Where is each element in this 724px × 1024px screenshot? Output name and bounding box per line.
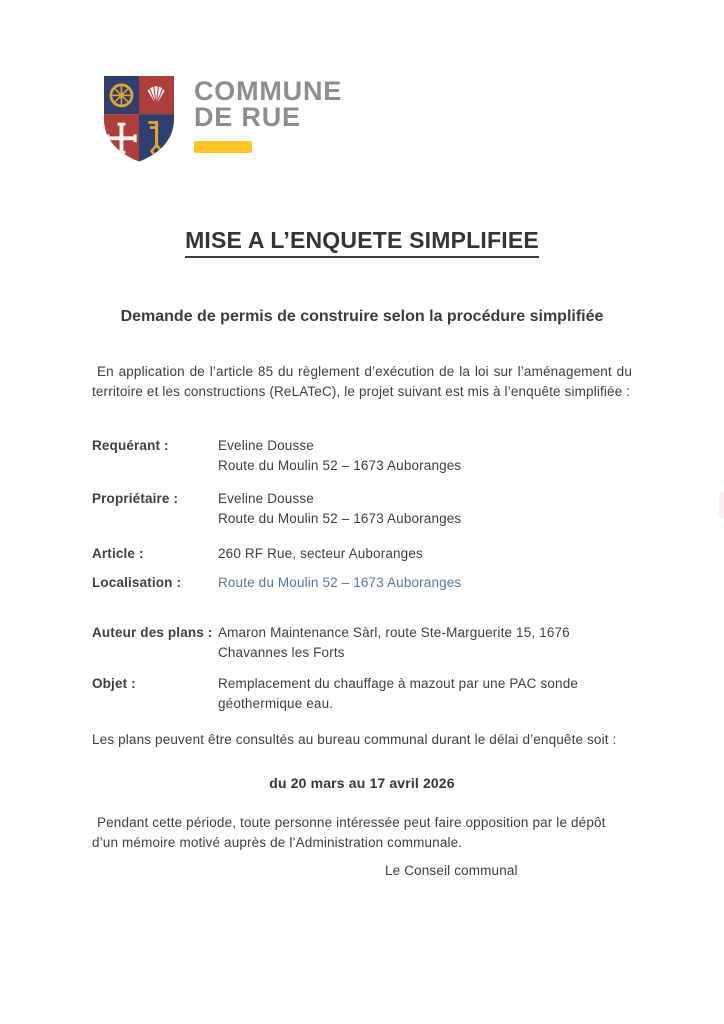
field-row-objet — [92, 674, 632, 714]
subtitle: Demande de permis de construire selon la procédure simplifiée — [120, 308, 604, 325]
field-value — [218, 623, 632, 663]
opposition-text: Pendant cette période, toute personne intéressée peut faire opposition par le dépôt d’un mémoire motivé auprès de l’Administration communale. — [92, 815, 606, 850]
field-value-line: géothermique eau. — [218, 696, 334, 711]
field-value — [218, 436, 632, 476]
enquiry-period: du 20 mars au 17 avril 2026 — [269, 775, 455, 791]
localisation-link-text: Route du Moulin 52 – 1673 Auboranges — [218, 575, 462, 590]
field-value-line: Route du Moulin 52 – 1673 Auboranges — [218, 511, 462, 526]
field-value — [218, 544, 632, 564]
field-value-line: Chavannes les Forts — [218, 645, 345, 660]
field-label: Requérant : — [92, 438, 169, 453]
field-label: Auteur des plans : — [92, 625, 213, 640]
field-value-line: Route du Moulin 52 – 1673 Auboranges — [218, 458, 462, 473]
signature: Le Conseil communal — [385, 863, 518, 878]
field-value-line: Remplacement du chauffage à mazout par une PAC sonde — [218, 676, 579, 691]
field-label: Propriétaire : — [92, 491, 179, 506]
field-value-line: Eveline Dousse — [218, 438, 314, 453]
field-value — [218, 573, 632, 593]
field-row-article — [92, 544, 632, 564]
org-name-line1: COMMUNE — [194, 76, 343, 106]
field-row-localisation — [92, 573, 632, 593]
field-label: Objet : — [92, 676, 136, 691]
field-row-auteur-des-plans — [92, 623, 632, 663]
field-value — [218, 489, 632, 529]
field-label: Article : — [92, 546, 144, 561]
intro-paragraph: En application de l’article 85 du règlement d’exécution de la loi sur l’aménagement du territoire et les constructions (ReLATeC), le projet suivant est mis à l’enquête simplifiée : — [92, 364, 632, 399]
field-value-line: Eveline Dousse — [218, 491, 314, 506]
field-value-line: Amaron Maintenance Sàrl, route Ste-Marguerite 15, 1676 — [218, 625, 570, 640]
field-row-requerant — [92, 436, 632, 476]
org-name-line2: DE RUE — [194, 102, 301, 132]
field-label: Localisation : — [92, 575, 182, 590]
consultation-text: Les plans peuvent être consultés au bureau communal durant le délai d’enquête soit : — [92, 732, 617, 747]
field-value-line: 260 RF Rue, secteur Auboranges — [218, 546, 423, 561]
fields-list — [92, 436, 632, 714]
scan-artifact — [719, 492, 724, 518]
field-value — [218, 674, 632, 714]
field-row-proprietaire — [92, 489, 632, 529]
page-title: MISE A L’ENQUETE SIMPLIFIEE — [92, 227, 632, 258]
